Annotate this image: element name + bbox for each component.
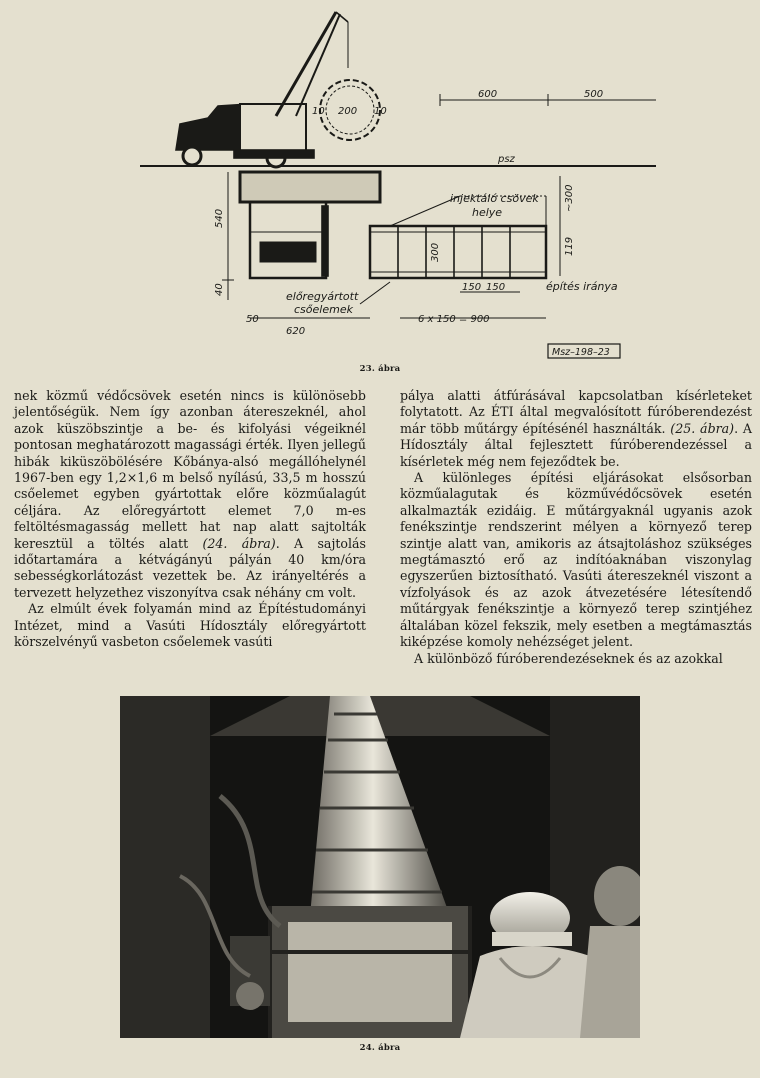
label-precast-line2: csőelemek xyxy=(294,303,353,316)
paragraph: A különböző fúróberendezéseknek és az azokkal xyxy=(414,650,723,666)
dim-900: 6 x 150 = 900 xyxy=(418,314,490,325)
paragraph: Az elmúlt évek folyamán mind az Építéstudományi Intézet, mind a Vasúti Hídosztály előregyártott körszelvényű vasbeton csőelemek vasúti xyxy=(14,601,366,650)
label-precast-line1: előregyártott xyxy=(286,290,359,303)
paragraph: A különleges építési eljárásokat elsősorban közműalagutak és közművédőcsövek esetén alkalmazták ezidáig. E műtárgyaknál ugyanis azok fenékszintje rendszerint mélyen a környező terep szintje alatt van, amikoris az átsajtoláshoz szükséges megtámasztó erő az indítóaknában viszonylag egyszerűen biztosítható. Vasúti átereszeknél viszont a vízfolyások és az azok átvezetésére létesítendő műtárgyak fenékszintje a környező terep szintjéhez általában közel fekszik, mely esetben a megtámasztás kiképzése komoly nehézséget jelent. xyxy=(400,470,752,650)
dim-40: 40 xyxy=(214,283,225,296)
drawing-stamp: Msz–198–23 xyxy=(552,347,610,358)
label-direction: építés iránya xyxy=(546,280,618,293)
dim-540: 540 xyxy=(214,208,225,228)
dim-150-b: 150 xyxy=(486,282,506,293)
figure-23-drawing xyxy=(100,0,660,362)
dim-500: 500 xyxy=(584,89,604,100)
dim-300-inner: 300 xyxy=(430,242,441,262)
text-column-right xyxy=(400,388,752,667)
photo-illustration xyxy=(120,696,640,1038)
dim-119: 119 xyxy=(564,236,575,256)
label-psz: psz xyxy=(498,154,515,165)
dim-crane-10-right: 10 xyxy=(374,106,387,117)
dim-620: 620 xyxy=(286,326,306,337)
figure-24-photo xyxy=(120,696,640,1038)
dim-crane-200: 200 xyxy=(338,106,358,117)
text-column-left xyxy=(14,388,366,651)
dim-300-right: ~300 xyxy=(564,184,575,212)
figure-reference: (25. ábra) xyxy=(670,420,735,436)
label-injector-line1: injektáló csövek xyxy=(450,192,539,205)
label-injector-line2: helye xyxy=(472,206,503,219)
dim-50: 50 xyxy=(246,314,259,325)
dim-150-a: 150 xyxy=(462,282,482,293)
dim-600: 600 xyxy=(478,89,498,100)
figure-reference: (24. ábra) xyxy=(202,535,276,551)
dim-crane-10-left: 10 xyxy=(312,106,325,117)
figure-24-caption: 24. ábra xyxy=(359,1043,401,1053)
paragraph: pálya alatti átfúrásával kapcsolatban kísérleteket folytatott. Az ÉTI által megvalósított fúróberendezést már több műtárgy építésénél használták. (25. ábra). A Hídosztály által fejlesztett fúróberendezéssel a kísérletek még nem fejeződtek be. xyxy=(400,388,752,469)
paragraph: nek közmű védőcsövek esetén nincs is különösebb jelentőségük. Nem így azonban átereszeknél, ahol azok küszöbszintje a be- és kifolyási végeiknél pontosan meghatározott magassági érték. Ilyen jellegű hibák kiküszöbölésére Kőbánya-alsó megállóhelynél 1967-ben egy 1,2×1,6 m belső nyílású, 33,5 m hosszú csőelemet egyben gyártottak előre közműalagút céljára. Az előregyártott elemet 7,0 m-es feltöltésmagasság mellett hat nap alatt sajtolták keresztül a töltés alatt (24. ábra). A sajtolás időtartamára a kétvágányú pályán 40 km/óra sebességkorlátozást vezettek be. Az irányeltérés a tervezett helyzethez viszonyítva csak néhány cm volt. xyxy=(14,388,366,600)
figure-23-caption: 23. ábra xyxy=(359,364,401,374)
